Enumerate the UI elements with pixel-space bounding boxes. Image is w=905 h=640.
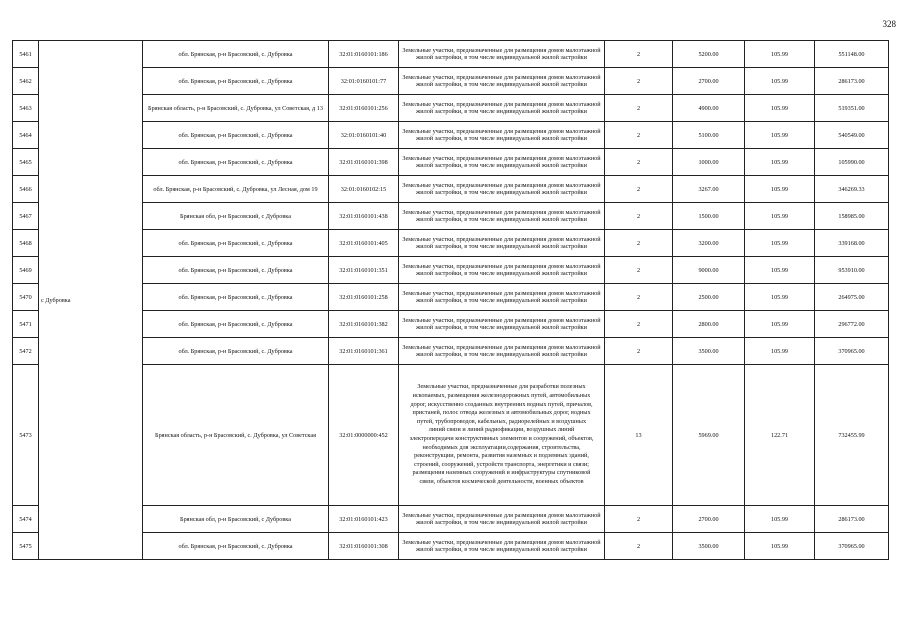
- cadastral-value-cell: 519351.00: [815, 95, 889, 122]
- cadastral-number-cell: 32:01:0160101:308: [329, 533, 399, 560]
- cadastral-value-table: [12, 40, 889, 560]
- row-number: 5475: [13, 533, 39, 560]
- row-number: 5474: [13, 506, 39, 533]
- address-cell: обл. Брянская, р-н Брасовский, с. Дубровка: [143, 68, 329, 95]
- row-number: 5470: [13, 284, 39, 311]
- area-cell: 4900.00: [673, 95, 745, 122]
- cadastral-number-cell: 32:01:0160101:258: [329, 284, 399, 311]
- cadastral-number-cell: 32:01:0160101:382: [329, 311, 399, 338]
- area-cell: 1000.00: [673, 149, 745, 176]
- land-use-cell: Земельные участки, предназначенные для размещения домов малоэтажной жилой застройки, в том числе индивидуальной жилой застройки: [399, 533, 605, 560]
- category-cell: 2: [605, 41, 673, 68]
- address-cell: обл. Брянская, р-н Брасовский, с. Дубровка: [143, 257, 329, 284]
- cadastral-value-cell: 339168.00: [815, 230, 889, 257]
- table-row: [13, 149, 889, 176]
- table-row: [13, 365, 889, 506]
- table-body: [13, 41, 889, 560]
- cadastral-number-cell: 32:01:0160101:256: [329, 95, 399, 122]
- rate-cell: 105.99: [745, 230, 815, 257]
- rate-cell: 105.99: [745, 257, 815, 284]
- area-cell: 2700.00: [673, 506, 745, 533]
- table-row: [13, 338, 889, 365]
- category-cell: 2: [605, 95, 673, 122]
- area-cell: 2800.00: [673, 311, 745, 338]
- cadastral-number-cell: 32:01:0160101:40: [329, 122, 399, 149]
- row-number: 5466: [13, 176, 39, 203]
- rate-cell: 105.99: [745, 95, 815, 122]
- cadastral-value-cell: 286173.00: [815, 506, 889, 533]
- table-row: [13, 41, 889, 68]
- category-cell: 2: [605, 311, 673, 338]
- table-row: [13, 203, 889, 230]
- row-number: 5465: [13, 149, 39, 176]
- category-cell: 2: [605, 284, 673, 311]
- land-use-cell: Земельные участки, предназначенные для размещения домов малоэтажной жилой застройки, в том числе индивидуальной жилой застройки: [399, 257, 605, 284]
- area-cell: 3500.00: [673, 338, 745, 365]
- area-cell: 3200.00: [673, 230, 745, 257]
- land-use-cell: Земельные участки, предназначенные для размещения домов малоэтажной жилой застройки, в том числе индивидуальной жилой застройки: [399, 68, 605, 95]
- row-number: 5469: [13, 257, 39, 284]
- land-use-cell: Земельные участки, предназначенные для размещения домов малоэтажной жилой застройки, в том числе индивидуальной жилой застройки: [399, 122, 605, 149]
- area-cell: 5200.00: [673, 41, 745, 68]
- address-cell: обл. Брянская, р-н Брасовский, с. Дубровка: [143, 41, 329, 68]
- address-cell: обл. Брянская, р-н Брасовский, с. Дубровка: [143, 149, 329, 176]
- address-cell: обл. Брянская, р-н Брасовский, с. Дубровка: [143, 230, 329, 257]
- area-cell: 1500.00: [673, 203, 745, 230]
- area-cell: 9000.00: [673, 257, 745, 284]
- land-use-cell: Земельные участки, предназначенные для размещения домов малоэтажной жилой застройки, в том числе индивидуальной жилой застройки: [399, 311, 605, 338]
- cadastral-number-cell: 32:01:0160101:186: [329, 41, 399, 68]
- cadastral-value-cell: 540549.00: [815, 122, 889, 149]
- address-cell: обл. Брянская, р-н Брасовский, с. Дубровка: [143, 311, 329, 338]
- area-cell: 5100.00: [673, 122, 745, 149]
- cadastral-number-cell: 32:01:0160101:361: [329, 338, 399, 365]
- cadastral-value-cell: 370965.00: [815, 338, 889, 365]
- cadastral-value-cell: 286173.00: [815, 68, 889, 95]
- address-cell: Брянская обл, р-н Брасовский, с Дубровка: [143, 506, 329, 533]
- address-cell: обл. Брянская, р-н Брасовский, с. Дубровка: [143, 284, 329, 311]
- land-use-cell: Земельные участки, предназначенные для размещения домов малоэтажной жилой застройки, в том числе индивидуальной жилой застройки: [399, 230, 605, 257]
- cadastral-value-cell: 296772.00: [815, 311, 889, 338]
- cadastral-value-cell: 346269.33: [815, 176, 889, 203]
- table-row: [13, 506, 889, 533]
- rate-cell: 105.99: [745, 506, 815, 533]
- row-number: 5473: [13, 365, 39, 506]
- area-cell: 3500.00: [673, 533, 745, 560]
- address-cell: Брянская область, р-н Брасовский, с. Дубровка, ул Советская, д 13: [143, 95, 329, 122]
- table-row: [13, 284, 889, 311]
- table-row: [13, 311, 889, 338]
- rate-cell: 105.99: [745, 338, 815, 365]
- cadastral-number-cell: 32:01:0160101:423: [329, 506, 399, 533]
- category-cell: 2: [605, 176, 673, 203]
- address-cell: обл. Брянская, р-н Брасовский, с. Дубровка: [143, 533, 329, 560]
- cadastral-value-cell: 264975.00: [815, 284, 889, 311]
- table-row: [13, 176, 889, 203]
- cadastral-value-cell: 551148.00: [815, 41, 889, 68]
- location-group-cell: с Дубровка: [39, 41, 143, 560]
- row-number: 5467: [13, 203, 39, 230]
- rate-cell: 105.99: [745, 68, 815, 95]
- rate-cell: 105.99: [745, 533, 815, 560]
- category-cell: 13: [605, 365, 673, 506]
- row-number: 5471: [13, 311, 39, 338]
- cadastral-number-cell: 32:01:0160101:405: [329, 230, 399, 257]
- land-use-cell: Земельные участки, предназначенные для размещения домов малоэтажной жилой застройки, в том числе индивидуальной жилой застройки: [399, 95, 605, 122]
- land-use-cell: Земельные участки, предназначенные для размещения домов малоэтажной жилой застройки, в том числе индивидуальной жилой застройки: [399, 338, 605, 365]
- rate-cell: 105.99: [745, 41, 815, 68]
- area-cell: 3267.00: [673, 176, 745, 203]
- rate-cell: 105.99: [745, 203, 815, 230]
- table-row: [13, 230, 889, 257]
- row-number: 5462: [13, 68, 39, 95]
- rate-cell: 105.99: [745, 149, 815, 176]
- rate-cell: 105.99: [745, 176, 815, 203]
- cadastral-number-cell: 32:01:0160101:438: [329, 203, 399, 230]
- cadastral-value-cell: 953910.00: [815, 257, 889, 284]
- address-cell: Брянская область, р-н Брасовский, с. Дубровка, ул Советская: [143, 365, 329, 506]
- row-number: 5468: [13, 230, 39, 257]
- row-number: 5463: [13, 95, 39, 122]
- land-use-cell: Земельные участки, предназначенные для размещения домов малоэтажной жилой застройки, в том числе индивидуальной жилой застройки: [399, 149, 605, 176]
- cadastral-number-cell: 32:01:0160101:351: [329, 257, 399, 284]
- category-cell: 2: [605, 203, 673, 230]
- rate-cell: 105.99: [745, 284, 815, 311]
- table-row: [13, 95, 889, 122]
- table-row: [13, 68, 889, 95]
- address-cell: обл. Брянская, р-н Брасовский, с. Дубровка: [143, 122, 329, 149]
- category-cell: 2: [605, 149, 673, 176]
- row-number: 5464: [13, 122, 39, 149]
- cadastral-number-cell: 32:01:0000000:452: [329, 365, 399, 506]
- category-cell: 2: [605, 257, 673, 284]
- cadastral-value-cell: 158985.00: [815, 203, 889, 230]
- cadastral-value-cell: 370965.00: [815, 533, 889, 560]
- cadastral-number-cell: 32:01:0160102:15: [329, 176, 399, 203]
- table-row: [13, 533, 889, 560]
- category-cell: 2: [605, 338, 673, 365]
- area-cell: 2700.00: [673, 68, 745, 95]
- land-use-cell: Земельные участки, предназначенные для размещения домов малоэтажной жилой застройки, в том числе индивидуальной жилой застройки: [399, 41, 605, 68]
- land-use-cell: Земельные участки, предназначенные для разработки полезных ископаемых, размещения железнодорожных путей, автомобильных дорог, искусственно созданных внутренних водных путей, причалов, пристаней, полос отвода железных и автомобильных дорог, водных путей, трубопроводов, кабельных, радиорелейных и воздушных линий связи и линий радиофикации, воздушных линий электропередачи конструктивных элементов и сооружений, объектов, необходимых для эксплуатации,содержания, строительства, реконструкции, ремонта, развития наземных и подземных зданий, строений, сооружений, устройств транспорта, энергетики и связи; размещения наземных сооружений и инфраструктуры спутниковой связи, объектов космической деятельности, военных объектов: [399, 365, 605, 506]
- cadastral-number-cell: 32:01:0160101:398: [329, 149, 399, 176]
- cadastral-value-cell: 105990.00: [815, 149, 889, 176]
- address-cell: обл. Брянская, р-н Брасовский, с. Дубровка: [143, 338, 329, 365]
- category-cell: 2: [605, 533, 673, 560]
- table-row: [13, 257, 889, 284]
- land-use-cell: Земельные участки, предназначенные для размещения домов малоэтажной жилой застройки, в том числе индивидуальной жилой застройки: [399, 176, 605, 203]
- category-cell: 2: [605, 230, 673, 257]
- row-number: 5472: [13, 338, 39, 365]
- rate-cell: 105.99: [745, 122, 815, 149]
- category-cell: 2: [605, 68, 673, 95]
- table-row: [13, 122, 889, 149]
- land-use-cell: Земельные участки, предназначенные для размещения домов малоэтажной жилой застройки, в том числе индивидуальной жилой застройки: [399, 284, 605, 311]
- land-use-cell: Земельные участки, предназначенные для размещения домов малоэтажной жилой застройки, в том числе индивидуальной жилой застройки: [399, 203, 605, 230]
- rate-cell: 105.99: [745, 311, 815, 338]
- row-number: 5461: [13, 41, 39, 68]
- land-use-cell: Земельные участки, предназначенные для размещения домов малоэтажной жилой застройки, в том числе индивидуальной жилой застройки: [399, 506, 605, 533]
- cadastral-value-cell: 732455.99: [815, 365, 889, 506]
- address-cell: Брянская обл, р-н Брасовский, с Дубровка: [143, 203, 329, 230]
- category-cell: 2: [605, 506, 673, 533]
- category-cell: 2: [605, 122, 673, 149]
- area-cell: 2500.00: [673, 284, 745, 311]
- area-cell: 5969.00: [673, 365, 745, 506]
- cadastral-number-cell: 32:01:0160101:77: [329, 68, 399, 95]
- rate-cell: 122.71: [745, 365, 815, 506]
- address-cell: обл. Брянская, р-н Брасовский, с. Дубровка, ул Лесная, дом 19: [143, 176, 329, 203]
- page-number: 328: [882, 19, 896, 29]
